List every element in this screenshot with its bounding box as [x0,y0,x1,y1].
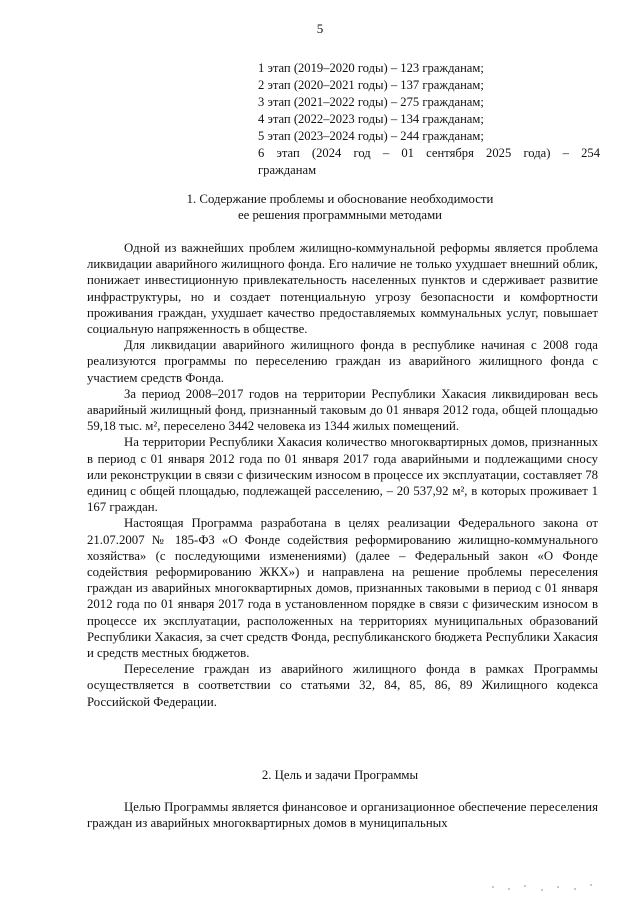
stage-item: 4 этап (2022–2023 годы) – 134 гражданам; [258,112,484,126]
paragraph: Одной из важнейших проблем жилищно-коммунальной реформы является проблема ликвидации аварийного жилищного фонда. Его наличие не только ухудшает внешний облик, понижает инвестиционную привлекательность населенных пунктов и сдерживает развитие инфраструктуры, но и создает потенциальную угрозу безопасности и комфортности проживания граждан, ухудшает качество предоставляемых коммунальных услуг, повышает социальную напряженность в обществе. [87,241,598,337]
section-1-body [87,240,598,710]
stage-item: 1 этап (2019–2020 годы) – 123 гражданам; [258,61,484,75]
scan-speckle-marks [486,877,606,893]
section-1-title-line-2: ее решения программными методами [237,208,443,222]
stages-list [258,60,600,179]
stage-item: 3 этап (2021–2022 годы) – 275 гражданам; [258,95,484,109]
section-1-title [60,191,620,223]
section-2-body [87,799,598,831]
paragraph: Настоящая Программа разработана в целях реализации Федерального закона от 21.07.2007 № 185-ФЗ «О Фонде содействия реформированию жилищно-коммунального хозяйства» (с последующими изменениями) (далее – Федеральный закон «О Фонде содействия реформированию ЖКХ») и направлена на решение проблемы переселения граждан из аварийных многоквартирных домов, признанных таковыми в период с 01 января 2012 года по 01 января 2017 года в установленном порядке в связи с физическим износом в процессе их эксплуатации, расположенных на территориях муниципальных образований Республики Хакасия, за счет средств Фонда, республиканского бюджета Республики Хакасия и средств местных бюджетов. [87,516,598,661]
page-number: 5 [316,21,324,36]
paragraph: Переселение граждан из аварийного жилищного фонда в рамках Программы осуществляется в соответствии со статьями 32, 84, 85, 86, 89 Жилищного кодекса Российской Федерации. [87,662,598,709]
stage-item-last: 6 этап (2024 год – 01 сентября 2025 года) – 254 [258,146,600,160]
section-1-title-line-1: 1. Содержание проблемы и обоснование необходимости [186,192,494,206]
stage-item: 2 этап (2020–2021 годы) – 137 гражданам; [258,78,484,92]
paragraph: На территории Республики Хакасия количество многоквартирных домов, признанных в период с 01 января 2012 года по 01 января 2017 года аварийными и подлежащими сносу или реконструкции в связи с физическим износом в процессе их эксплуатации, составляет 78 единиц с общей площадью, подлежащей расселению, – 20 537,92 м², в которых проживает 1 167 граждан. [87,435,598,515]
stage-item: 5 этап (2023–2024 годы) – 244 гражданам; [258,129,484,143]
paragraph: Целью Программы является финансовое и организационное обеспечение переселения граждан из аварийных многоквартирных домов в муниципальных [87,800,598,831]
paragraph: За период 2008–2017 годов на территории Республики Хакасия ликвидирован весь аварийный жилищный фонд, признанный таковым до 01 января 2012 года, общей площадью 59,18 тыс. м², переселено 3442 человека из 1344 жилых помещений. [87,386,598,434]
stage-item-last-continuation: гражданам [258,163,317,177]
paragraph: Для ликвидации аварийного жилищного фонда в республике начиная с 2008 года реализуются программы по переселению граждан из аварийного жилищного фонда с участием средств Фонда. [87,338,598,385]
section-2-title: 2. Цель и задачи Программы [261,768,419,782]
